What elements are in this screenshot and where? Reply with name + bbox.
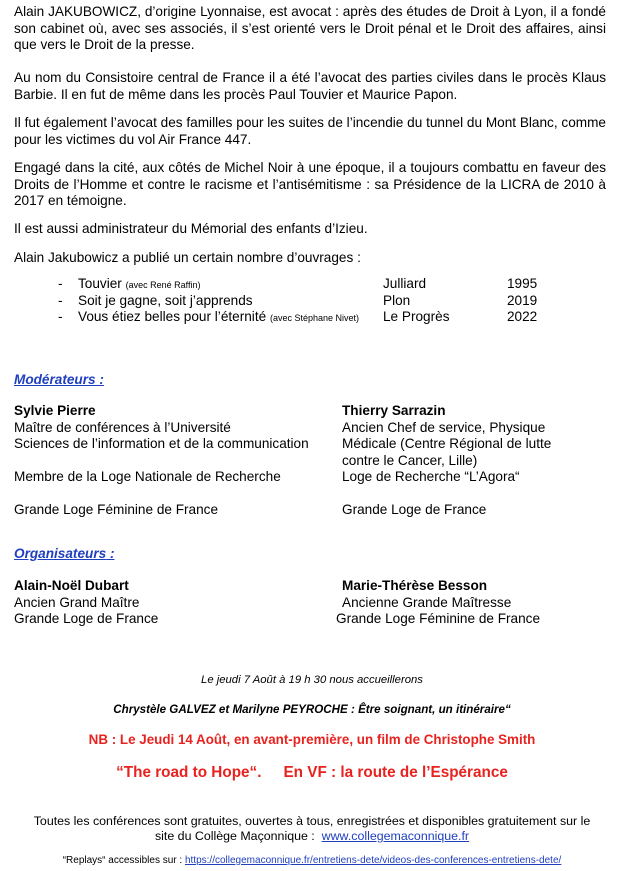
book-title: Soit je gagne, soit j’apprends	[78, 292, 253, 308]
film-line	[0, 764, 624, 782]
organisers-heading-colon: :	[106, 546, 115, 561]
bio-paragraph-5: Il est aussi administrateur du Mémorial des enfants d’Izieu.	[14, 221, 368, 236]
list-dash: -	[58, 276, 63, 291]
replays-line	[0, 855, 624, 866]
bio-paragraph-2: Au nom du Consistoire central de France il a été l’avocat des parties civiles dans le procès Klaus Barbie. Il en fut de même dans les procès Paul Touvier et Maurice Papon.	[14, 70, 606, 102]
books-list	[14, 276, 614, 326]
film-vf: En VF : la route de l’Espérance	[283, 764, 508, 781]
moderators-heading: Modérateurs :	[14, 372, 104, 387]
moderator-line: Loge de Recherche “L’Agora“	[342, 469, 520, 484]
book-note: (avec René Raffin)	[125, 280, 201, 290]
bio-paragraph-3: Il fut également l’avocat des familles pour les suites de l’incendie du tunnel du Mont Blanc, comme pour les victimes du vol Air France 447.	[14, 115, 606, 147]
replays-label: “Replays“ accessibles sur :	[62, 855, 183, 866]
bio-paragraph-4: Engagé dans la cité, aux côtés de Michel Noir à une époque, il a toujours combattu en faveur des Droits de l’Homme et contre le racisme et l’antisémitisme : sa Présidence de la LICRA de 2010 à 2017 en témoigne.	[14, 160, 606, 208]
moderator-line: Grande Loge Féminine de France	[14, 502, 219, 517]
organiser-right	[336, 578, 541, 628]
book-year: 2022	[507, 309, 538, 324]
spacer	[14, 453, 309, 470]
book-year: 2019	[507, 292, 538, 308]
book-title: Vous étiez belles pour l’éternité	[78, 309, 267, 324]
list-dash: -	[58, 292, 63, 308]
organiser-name: Alain-Noël Dubart	[14, 578, 129, 593]
book-note: (avec Stéphane Nivet)	[269, 313, 359, 323]
moderator-line: Maître de conférences à l’Université	[14, 419, 231, 435]
replays-link[interactable]: https://collegemaconnique.fr/entretiens-dete/videos-des-conferences-entretiens-dete/	[184, 855, 562, 866]
list-dash: -	[58, 309, 63, 324]
event-speakers: Chrystèle GALVEZ et Marilyne PEYROCHE : Être soignant, un itinéraire“	[113, 703, 511, 716]
footer-prefix: site du Collège Maçonnique :	[154, 829, 315, 843]
event-nb: NB : Le Jeudi 14 Août, en avant-première, un film de Christophe Smith	[88, 732, 536, 747]
organiser-line: Ancien Grand Maître	[14, 594, 140, 610]
book-publisher: Julliard	[383, 276, 427, 291]
moderator-line: Ancien Chef de service, Physique	[342, 419, 546, 435]
book-item	[14, 293, 614, 310]
footer-line-2	[0, 828, 624, 844]
moderator-line: contre le Cancer, Lille)	[342, 452, 478, 468]
moderator-name: Thierry Sarrazin	[342, 403, 446, 418]
organisers-heading	[14, 546, 114, 561]
organiser-name: Marie-Thérèse Besson	[342, 578, 488, 593]
bio-paragraph-6: Alain Jakubowicz a publié un certain nombre d’ouvrages :	[14, 250, 361, 265]
book-title: Touvier	[78, 276, 122, 291]
book-item	[14, 276, 614, 293]
event-intro: Le jeudi 7 Août à 19 h 30 nous accueillerons	[201, 674, 423, 686]
organiser-line: Grande Loge de France	[14, 611, 159, 626]
organisers-heading-label: Organisateurs	[14, 546, 107, 561]
organiser-line: Grande Loge Féminine de France	[336, 611, 541, 626]
moderator-left	[14, 403, 309, 519]
book-publisher: Plon	[383, 292, 411, 308]
spacer	[14, 486, 309, 503]
bio-paragraph-1: Alain JAKUBOWICZ, d’origine Lyonnaise, est avocat : après des études de Droit à Lyon, il a fondé son cabinet où, avec ses associés, il s’est orienté vers le Droit pénal et le Droit des affaires, ainsi que vers le Droit de la presse.	[14, 4, 606, 52]
footer-line-1: Toutes les conférences sont gratuites, ouvertes à tous, enregistrées et disponibles gratuitement sur le	[33, 814, 591, 828]
book-publisher: Le Progrès	[383, 309, 450, 324]
site-link[interactable]: www.collegemaconnique.fr	[321, 829, 470, 843]
book-item	[14, 309, 614, 326]
moderator-line: Médicale (Centre Régional de lutte	[342, 436, 552, 451]
moderator-right	[342, 403, 551, 519]
film-title: “The road to Hope“.	[116, 764, 262, 781]
moderator-line: Sciences de l’information et de la communication	[14, 436, 309, 451]
moderator-line: Grande Loge de France	[342, 502, 487, 517]
moderator-name: Sylvie Pierre	[14, 403, 96, 418]
organiser-left	[14, 578, 158, 628]
spacer	[342, 486, 551, 503]
moderator-line: Membre de la Loge Nationale de Recherche	[14, 469, 281, 484]
organiser-line: Ancienne Grande Maîtresse	[342, 594, 512, 610]
book-year: 1995	[507, 276, 538, 291]
